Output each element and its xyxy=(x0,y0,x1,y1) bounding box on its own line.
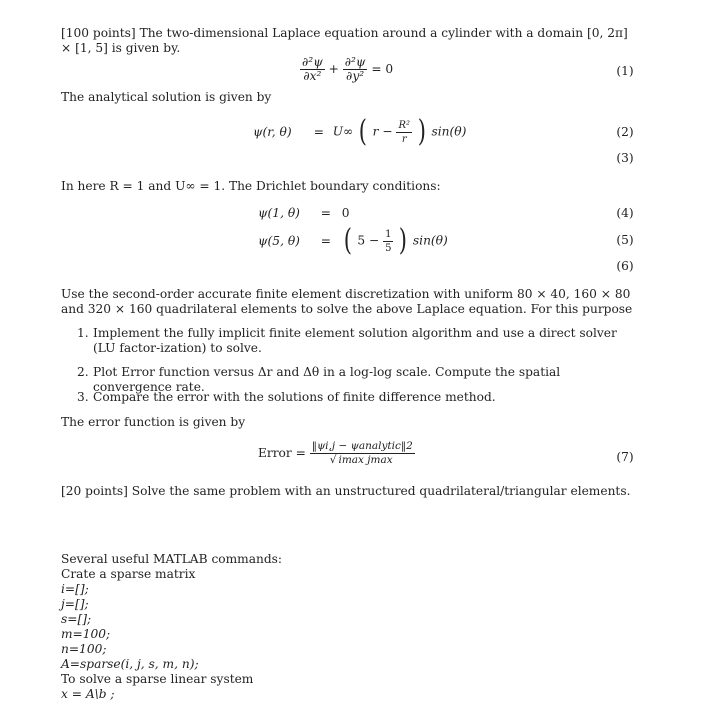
task-text: Plot Error function versus Δr and Δθ in a log-log scale. Compute the spatial convergence rate. xyxy=(93,365,561,394)
matlab-line: s=[]; xyxy=(61,612,92,626)
eq1-term2-den: ∂y² xyxy=(346,69,365,83)
eq2-frac-den: r xyxy=(401,133,407,145)
error-intro: The error function is given by xyxy=(61,415,246,429)
eq1-term2-num: ∂²ψ xyxy=(344,55,366,69)
equation-2 xyxy=(253,114,467,149)
eq5-paren-close: ) xyxy=(399,223,408,258)
eq7-label: Error = xyxy=(258,446,306,460)
intro-paragraph xyxy=(61,26,633,56)
eq5-number: (5) xyxy=(616,233,634,247)
eq1-term1-den: ∂x² xyxy=(303,69,322,83)
eq2-number: (2) xyxy=(616,125,634,139)
eq1-rhs: = 0 xyxy=(371,62,394,76)
eq3-number: (3) xyxy=(616,151,634,165)
eq7-denominator: imax jmax xyxy=(338,454,393,466)
matlab-heading: Several useful MATLAB commands: xyxy=(61,552,282,566)
eq5-lhs: ψ(5, θ) xyxy=(258,233,300,248)
matlab-line: m=100; xyxy=(61,627,111,641)
equation-7 xyxy=(258,440,415,467)
eq2-paren-close: ) xyxy=(417,114,426,149)
method-paragraph: Use the second-order accurate finite element discretization with uniform 80 × 40, 160 × 80 and 320 × 160 quadrilateral elements to solve the above Laplace equation. For this purpose xyxy=(61,287,633,316)
eq5-frac-den: 5 xyxy=(385,242,392,254)
eq4-lhs: ψ(1, θ) xyxy=(258,206,300,220)
points-label: [100 points] xyxy=(61,26,136,40)
boundary-intro: In here R = 1 and U∞ = 1. The Drichlet boundary conditions: xyxy=(61,179,441,193)
eq2-trig: sin(θ) xyxy=(431,124,467,139)
eq2-coef: U∞ xyxy=(332,124,354,139)
bonus-paragraph: [20 points] Solve the same problem with an unstructured quadrilateral/triangular elements. xyxy=(61,484,631,498)
matlab-line: n=100; xyxy=(61,642,107,656)
eq5-frac-num: 1 xyxy=(385,228,392,240)
eq4-number: (4) xyxy=(616,206,634,220)
eq4-equals: = xyxy=(320,206,331,220)
task-number: 3. xyxy=(77,390,89,404)
task-item-1 xyxy=(77,326,633,356)
task-item-3 xyxy=(77,390,633,405)
matlab-line: j=[]; xyxy=(61,597,89,611)
sqrt-sign: √ xyxy=(329,454,337,466)
eq2-frac-num: R² xyxy=(398,119,410,131)
eq5-trig: sin(θ) xyxy=(412,233,448,248)
matlab-line: i=[]; xyxy=(61,582,89,596)
eq5-equals: = xyxy=(320,233,331,248)
task-text: Implement the fully implicit finite element solution algorithm and use a direct solver (LU factor-ization) to solve. xyxy=(93,326,617,355)
task-number: 2. xyxy=(77,365,89,379)
eq2-minus: − xyxy=(382,124,393,139)
eq2-lhs: ψ(r, θ) xyxy=(253,124,292,139)
eq5-five: 5 xyxy=(357,233,366,248)
equation-5 xyxy=(258,223,448,258)
eq5-paren-open: ( xyxy=(343,223,352,258)
eq2-paren-open: ( xyxy=(358,114,368,149)
task-text: Compare the error with the solutions of finite difference method. xyxy=(93,390,496,404)
eq1-plus: + xyxy=(328,62,339,76)
eq1-number: (1) xyxy=(616,64,634,78)
eq6-number: (6) xyxy=(616,259,634,273)
eq2-r: r xyxy=(372,124,379,139)
equation-4 xyxy=(258,206,350,221)
matlab-solve-line: x = A\b ; xyxy=(61,687,115,701)
eq7-numerator: ‖ψi,j − ψanalytic‖2 xyxy=(311,440,413,452)
intro-text: The two-dimensional Laplace equation around a cylinder with a domain [0, 2π] × [1, 5] is given by. xyxy=(61,26,628,55)
matlab-sparse-intro: Crate a sparse matrix xyxy=(61,567,196,581)
task-number: 1. xyxy=(77,326,89,340)
matlab-solve-intro: To solve a sparse linear system xyxy=(61,672,254,686)
eq1-term1-num: ∂²ψ xyxy=(302,55,323,69)
eq7-number: (7) xyxy=(616,450,634,464)
eq2-equals: = xyxy=(313,124,324,139)
matlab-line: A=sparse(i, j, s, m, n); xyxy=(61,657,199,671)
eq5-minus: − xyxy=(368,233,380,248)
equation-1 xyxy=(300,56,393,83)
analytical-intro: The analytical solution is given by xyxy=(61,90,272,104)
eq4-rhs: 0 xyxy=(341,206,350,220)
